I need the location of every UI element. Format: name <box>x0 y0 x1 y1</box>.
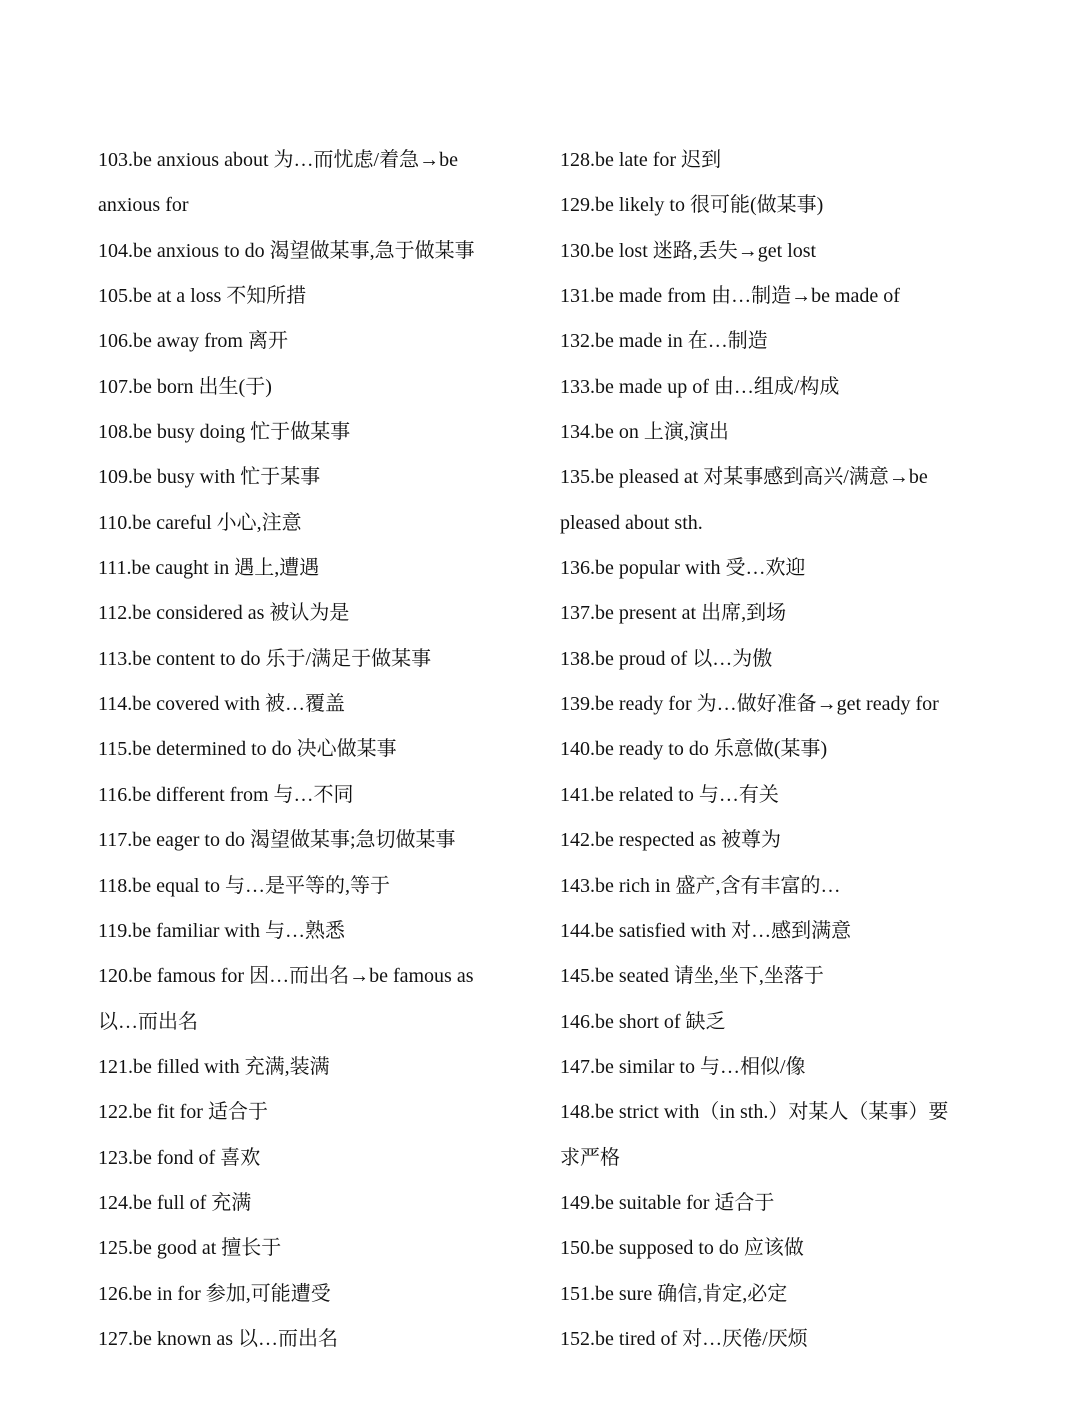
phrase-line: 134.be on 上演,演出 <box>560 421 729 444</box>
phrase-line: 137.be present at 出席,到场 <box>560 602 787 625</box>
phrase-line: 147.be similar to 与…相似/像 <box>560 1055 806 1078</box>
phrase-line: 求严格 <box>560 1146 620 1169</box>
phrase-line: 124.be full of 充满 <box>98 1191 252 1214</box>
phrase-line: 114.be covered with 被…覆盖 <box>98 693 345 716</box>
phrase-line: 152.be tired of 对…厌倦/厌烦 <box>560 1327 808 1350</box>
left-phrase-column <box>98 138 518 1362</box>
phrase-line: 143.be rich in 盛产,含有丰富的… <box>560 874 841 897</box>
phrase-line: 133.be made up of 由…组成/构成 <box>560 375 840 398</box>
phrase-line: 112.be considered as 被认为是 <box>98 602 350 625</box>
phrase-line: 132.be made in 在…制造 <box>560 330 768 353</box>
phrase-line: 以…而出名 <box>98 1010 198 1033</box>
phrase-line: 141.be related to 与…有关 <box>560 783 779 806</box>
phrase-line: 103.be anxious about 为…而忧虑/着急→be <box>98 149 458 171</box>
phrase-line: 131.be made from 由…制造→be made of <box>560 285 900 308</box>
phrase-line: 110.be careful 小心,注意 <box>98 511 302 534</box>
phrase-line: 115.be determined to do 决心做某事 <box>98 738 397 761</box>
phrase-line: 108.be busy doing 忙于做某事 <box>98 421 351 444</box>
phrase-line: 130.be lost 迷路,丢失→get lost <box>560 239 817 262</box>
phrase-line: 139.be ready for 为…做好准备→get ready for <box>560 693 939 716</box>
phrase-line: 148.be strict with（in sth.）对某人（某事）要 <box>560 1101 949 1124</box>
phrase-line: 104.be anxious to do 渴望做某事,急于做某事 <box>98 239 475 262</box>
phrase-line: 113.be content to do 乐于/满足于做某事 <box>98 647 432 670</box>
phrase-line: 111.be caught in 遇上,遭遇 <box>98 557 320 580</box>
phrase-line: 129.be likely to 很可能(做某事) <box>560 194 824 217</box>
phrase-line: 106.be away from 离开 <box>98 330 288 353</box>
phrase-line: 109.be busy with 忙于某事 <box>98 466 321 489</box>
right-phrase-column <box>560 138 990 1362</box>
phrase-line: 117.be eager to do 渴望做某事;急切做某事 <box>98 829 456 852</box>
phrase-line: 140.be ready to do 乐意做(某事) <box>560 738 828 761</box>
phrase-line: 150.be supposed to do 应该做 <box>560 1237 804 1260</box>
phrase-line: 149.be suitable for 适合于 <box>560 1191 775 1214</box>
phrase-line: 118.be equal to 与…是平等的,等于 <box>98 874 391 897</box>
phrase-line: 120.be famous for 因…而出名→be famous as <box>98 965 474 988</box>
phrase-line: 135.be pleased at 对某事感到高兴/满意→be <box>560 466 928 489</box>
phrase-line: 151.be sure 确信,肯定,必定 <box>560 1282 788 1305</box>
phrase-line: 127.be known as 以…而出名 <box>98 1327 338 1350</box>
phrase-line: 121.be filled with 充满,装满 <box>98 1055 330 1078</box>
phrase-line: 125.be good at 擅长于 <box>98 1237 282 1260</box>
phrase-line: 142.be respected as 被尊为 <box>560 829 782 852</box>
phrase-line: 123.be fond of 喜欢 <box>98 1146 261 1169</box>
phrase-line: 146.be short of 缺乏 <box>560 1010 726 1033</box>
phrase-line: 128.be late for 迟到 <box>560 149 722 171</box>
phrase-line: pleased about sth. <box>560 511 703 534</box>
phrase-line: 126.be in for 参加,可能遭受 <box>98 1282 331 1305</box>
phrase-line: 138.be proud of 以…为傲 <box>560 647 773 670</box>
phrase-line: 122.be fit for 适合于 <box>98 1101 268 1124</box>
phrase-line: anxious for <box>98 194 189 217</box>
phrase-line: 119.be familiar with 与…熟悉 <box>98 919 345 942</box>
phrase-line: 105.be at a loss 不知所措 <box>98 285 307 308</box>
phrase-line: 116.be different from 与…不同 <box>98 783 354 806</box>
phrase-line: 107.be born 出生(于) <box>98 375 272 398</box>
phrase-line: 145.be seated 请坐,坐下,坐落于 <box>560 965 824 988</box>
phrase-line: 136.be popular with 受…欢迎 <box>560 557 806 580</box>
phrase-line: 144.be satisfied with 对…感到满意 <box>560 919 852 942</box>
